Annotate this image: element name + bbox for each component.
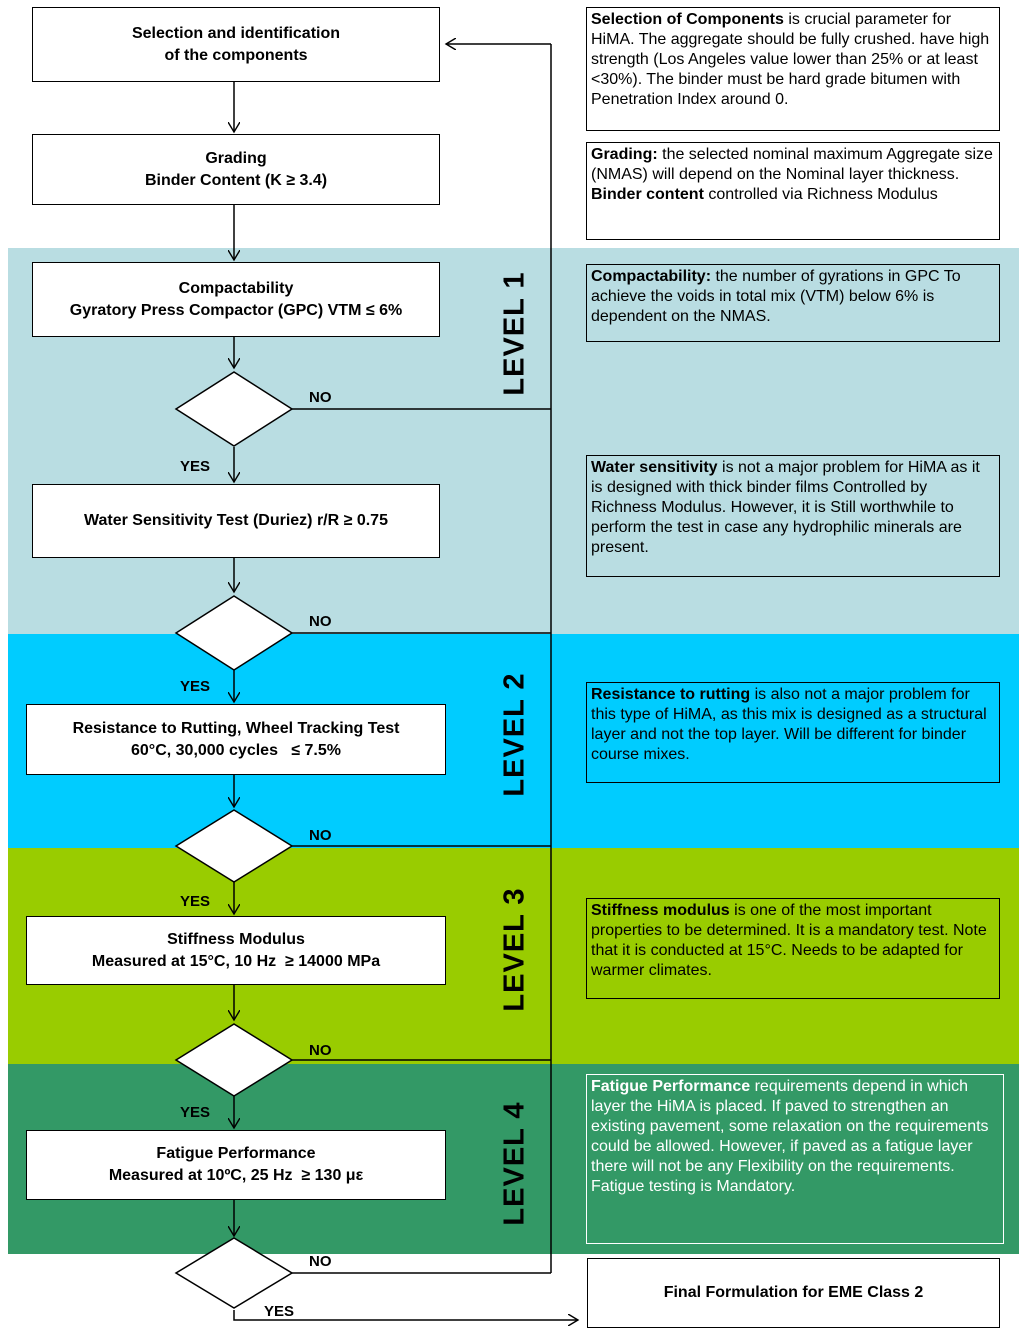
note-grading-bold-2: Binder content [591,186,704,203]
step-selection-line-1: Selection and identification [131,24,341,42]
step-grading [32,134,440,205]
step-stiffness-line-1: Stiffness Modulus [167,930,305,948]
yes-label-3: YES [180,893,211,910]
note-selection [586,7,1000,131]
yes-label-5: YES [264,1303,295,1320]
note-compactability-text: the number of gyrations in GPC To achieve the voids in total mix (VTM) below 6% is dependent on the NMAS. [591,268,961,325]
step-compactability [32,262,440,337]
note-stiffness [586,898,1000,999]
step-grading-line-2: Binder Content (K ≥ 3.4) [144,171,328,189]
decision-diamond-5 [176,1238,292,1308]
no-label-3: NO [309,827,332,844]
step-fatigue [26,1130,446,1200]
step-water-line-1: Water Sensitivity Test (Duriez) r/R ≥ 0.75 [84,512,388,529]
decision-diamond-3 [176,810,292,882]
note-fatigue [586,1074,1004,1244]
step-compactability-line-2: Gyratory Press Compactor (GPC) VTM ≤ 6% [69,301,403,319]
level-4-title: LEVEL 4 [498,1100,531,1226]
step-grading-line-1: Grading [205,149,267,167]
note-stiffness-bold: Stiffness modulus [591,902,730,919]
step-water-sensitivity [32,484,440,558]
step-stiffness [26,916,446,985]
level-3-title: LEVEL 3 [498,886,531,1012]
step-fatigue-line-2: Measured at 10ºC, 25 Hz ≥ 130 με [108,1167,364,1184]
step-rutting-line-2: 60°C, 30,000 cycles ≤ 7.5% [131,741,341,759]
note-grading-text-2: controlled via Richness Modulus [703,186,938,203]
step-rutting [26,704,446,775]
decision-diamond-4 [176,1024,292,1096]
note-stiffness-text: is one of the most important properties to be determined. It is a mandatory test. Note that it is conducted at 15°C. Needs to be adapted for warmer climates. [591,902,987,979]
note-rutting-bold: Resistance to rutting [591,686,751,703]
no-label-4: NO [309,1042,332,1059]
step-compactability-line-1: Compactability [178,279,294,297]
step-stiffness-line-2: Measured at 15°C, 10 Hz ≥ 14000 MPa [91,952,381,970]
yes-label-4: YES [180,1104,211,1121]
yes-label-2: YES [180,678,211,695]
note-grading-text: the selected nominal maximum Aggregate size (NMAS) will depend on the Nominal layer thickness. [591,146,993,183]
note-compactability [586,264,1000,342]
note-grading-bold: Grading: [591,146,658,163]
note-rutting [586,682,1000,783]
level-1-title: LEVEL 1 [498,270,531,396]
note-selection-text: is crucial parameter for HiMA. The aggregate should be fully crushed. have high strength (Los Angeles value lower than 25% or at least <30%). The binder must be hard grade bitumen with Penetration Index around 0. [591,11,990,108]
note-water-bold: Water sensitivity [591,459,718,476]
level-2-title: LEVEL 2 [498,671,531,797]
note-grading [586,142,1000,240]
note-fatigue-bold: Fatigue Performance [591,1078,751,1095]
final-formulation-label: Final Formulation for EME Class 2 [663,1284,924,1301]
note-water [586,455,1000,577]
note-fatigue-text: requirements depend in which layer the HiMA is placed. If paved to strengthen an existing pavement, some relaxation on the requirements could be allowed. However, if paved as a fatigue layer there will not be any Flexibility on the requirements. Fatigue testing is Mandatory. [591,1078,989,1195]
step-selection-line-2: of the components [164,46,308,64]
note-selection-bold: Selection of Components [591,11,784,28]
step-fatigue-line-1: Fatigue Performance [156,1145,316,1162]
decision-diamond-2 [176,596,292,670]
step-selection [32,7,440,82]
no-label-2: NO [309,613,332,630]
note-water-text: is not a major problem for HiMA as it is designed with thick binder films Controlled by Richness Modulus. However, it is Still worthwhile to perform the test in case any hydrophilic minerals are present. [591,459,980,556]
step-rutting-line-1: Resistance to Rutting, Wheel Tracking Test [72,719,400,737]
no-label-1: NO [309,389,332,406]
note-compactability-bold: Compactability: [591,268,712,285]
decision-diamond-1 [176,372,292,446]
no-label-5: NO [309,1253,332,1270]
yes-label-1: YES [180,458,211,475]
note-rutting-text: is also not a major problem for this type of HiMA, as this mix is designed as a structural layer and not the top layer. Will be different for binder course mixes. [591,686,987,763]
final-formulation-box [587,1258,1000,1328]
